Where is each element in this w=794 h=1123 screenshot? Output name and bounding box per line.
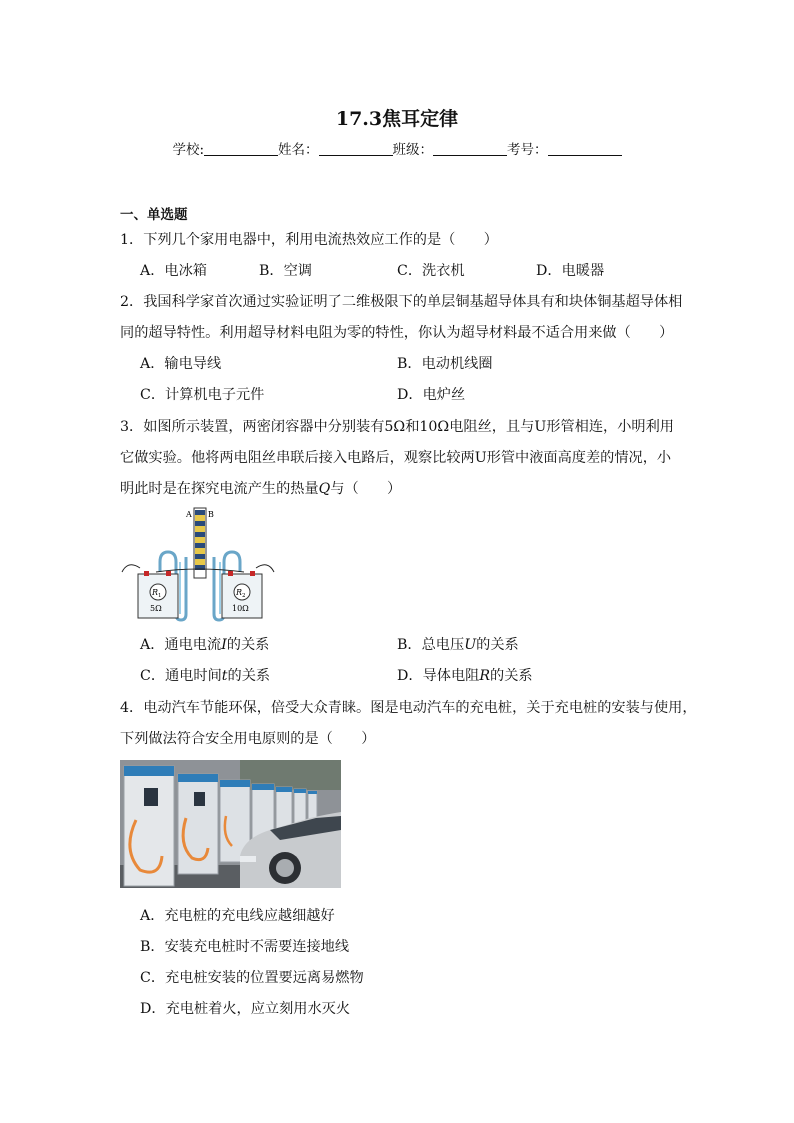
question-3-stem-text: 明此时是在探究电流产生的热量 — [120, 481, 319, 497]
question-1-option-d: D．电暖器 — [536, 263, 605, 279]
r2-label: $R_2$ — [236, 588, 246, 599]
question-4-option-b: B．安装充电桩时不需要连接地线 — [140, 939, 350, 955]
r1-value: 5Ω — [150, 604, 162, 613]
label-b: B — [208, 510, 214, 519]
question-1-option-c: C．洗衣机 — [397, 263, 465, 279]
number-blank — [548, 141, 622, 156]
question-4-stem-line-2: 下列做法符合安全用电原则的是（ ） — [120, 731, 376, 747]
r2-value: 10Ω — [232, 604, 249, 613]
question-1-stem: 1．下列几个家用电器中，利用电流热效应工作的是（ ） — [120, 232, 498, 248]
question-3-stem-line-1: 3．如图所示装置，两密闭容器中分别装有5Ω和10Ω电阻丝，且与U形管相连，小明利用 — [120, 419, 674, 435]
question-4-option-d: D．充电桩着火，应立刻用水灭火 — [140, 1001, 351, 1017]
question-2-stem-line-1: 2．我国科学家首次通过实验证明了二维极限下的单层铜基超导体具有和块体铜基超导体相 — [120, 294, 683, 310]
school-label: 学校: — [172, 142, 205, 158]
heat-variable: Q — [318, 481, 331, 497]
question-3-stem-tail: 与（ ） — [330, 481, 402, 497]
question-3-stem-line-3 — [120, 478, 401, 498]
section-title: 一、单选题 — [120, 207, 188, 223]
label-a: A — [186, 510, 192, 519]
class-label: 班级： — [392, 142, 434, 158]
page-title: 17.3焦耳定律 — [335, 108, 459, 130]
question-3-stem-line-2: 它做实验。他将两电阻丝串联后接入电路后，观察比较两U形管中液面高度差的情况，小 — [120, 450, 672, 466]
school-blank — [204, 141, 278, 156]
question-3-option-c: C．通电时间t的关系 — [140, 668, 271, 684]
question-3-option-a: A．通电电流I的关系 — [140, 637, 270, 653]
question-1-option-b: B．空调 — [259, 263, 312, 279]
question-4-stem-line-1: 4．电动汽车节能环保，倍受大众青睐。图是电动汽车的充电桩，关于充电桩的安装与使用， — [120, 700, 697, 716]
question-3-option-d: D．导体电阻R的关系 — [397, 668, 533, 684]
name-label: 姓名： — [278, 142, 319, 158]
r1-label: $R_1$ — [152, 588, 162, 599]
joule-heating-apparatus-figure — [118, 502, 278, 624]
name-blank — [319, 141, 393, 156]
question-2-stem-line-2: 同的超导特性。利用超导材料电阻为零的特性，你认为超导材料最不适合用来做（ ） — [120, 325, 674, 341]
question-2-option-d: D．电炉丝 — [397, 387, 466, 403]
number-label: 考号： — [507, 142, 548, 158]
class-blank — [433, 141, 507, 156]
question-1-option-a: A．电冰箱 — [140, 263, 207, 279]
question-2-option-c: C．计算机电子元件 — [140, 387, 265, 403]
question-3-option-b: B．总电压U的关系 — [397, 637, 519, 653]
question-2-option-a: A．输电导线 — [140, 356, 222, 372]
question-4-option-c: C．充电桩安装的位置要远离易燃物 — [140, 970, 364, 986]
question-4-option-a: A．充电桩的充电线应越细越好 — [140, 908, 335, 924]
charging-station-photo — [120, 760, 341, 888]
student-info-line — [0, 138, 794, 158]
question-2-option-b: B．电动机线圈 — [397, 356, 493, 372]
